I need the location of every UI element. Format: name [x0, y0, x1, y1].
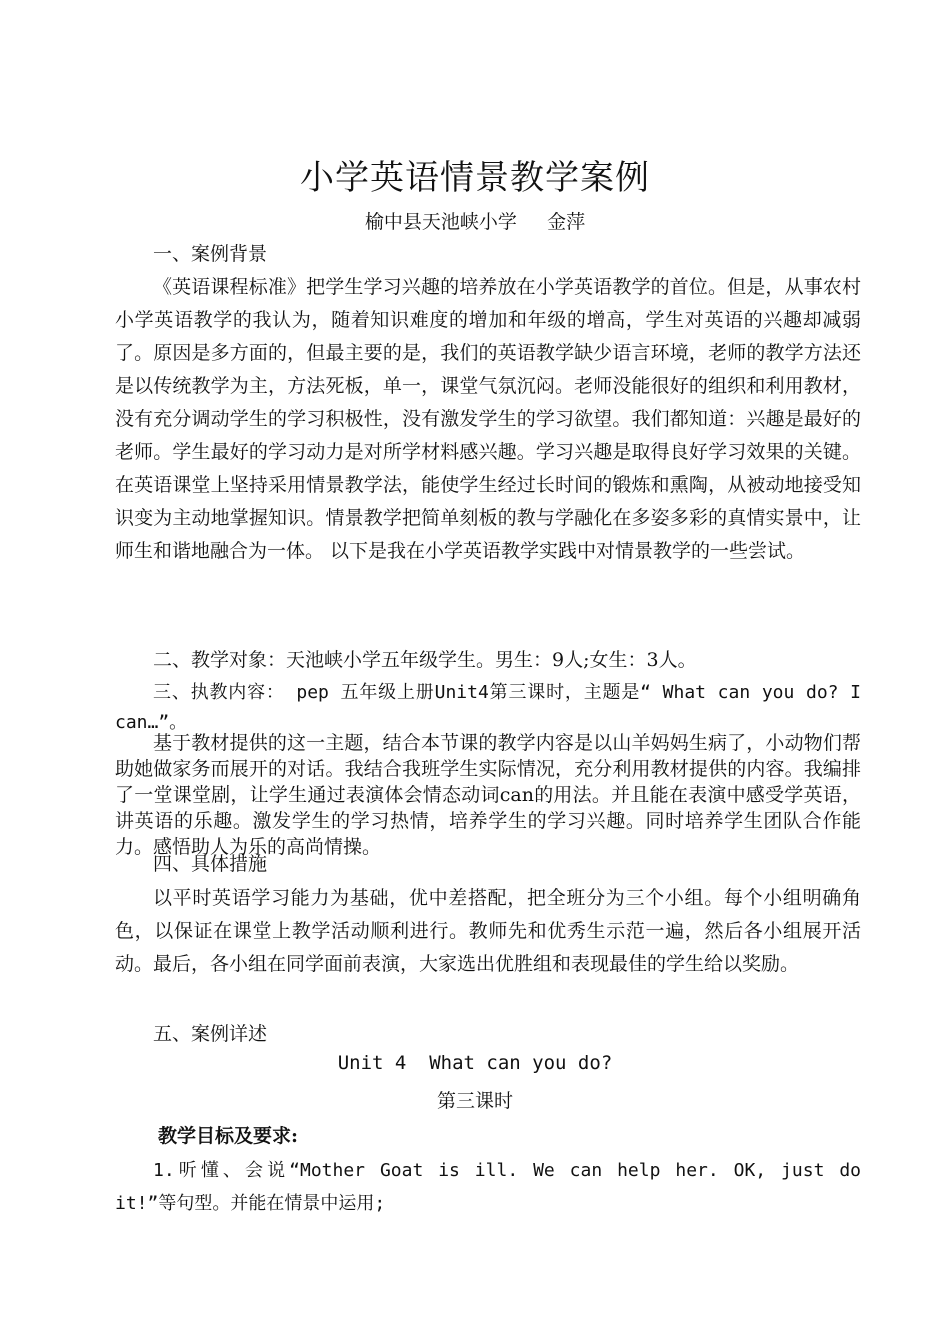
section-heading-case-detail [115, 1018, 861, 1051]
unit-title: Unit 4 What can you do? [337, 1052, 613, 1074]
teaching-target-paragraph: 二、教学对象：天池峡小学五年级学生。男生：9人;女生：3人。 [153, 649, 697, 671]
teaching-content-paragraph: 三、执教内容： pep 五年级上册Unit4第三课时，主题是“ What can you do? I can…”。 [115, 682, 861, 733]
background-paragraph: 《英语课程标准》把学生学习兴趣的培养放在小学英语教学的首位。但是，从事农村小学英语教学的我认为，随着知识难度的增加和年级的增高，学生对英语的兴趣却减弱了。原因是多方面的，但最主要的是，我们的英语教学缺少语言环境，老师的教学方法还是以传统教学为主，方法死板，单一，课堂气氛沉闷。老师没能很好的组织和利用教材，没有充分调动学生的学习积极性，没有激发学生的学习欲望。我们都知道：兴趣是最好的老师。学生最好的学习动力是对所学材料感兴趣。学习兴趣是取得良好学习效果的关键。在英语课堂上坚持采用情景教学法，能使学生经过长时间的锻炼和熏陶，从被动地接受知识变为主动地掌握知识。情景教学把简单刻板的教与学融化在多姿多彩的真情实景中，让师生和谐地融合为一体。 以下是我在小学英语教学实践中对情景教学的一些尝试。 [115, 276, 861, 562]
section-heading-text: 五、案例详述 [153, 1023, 268, 1045]
objectives-heading-text: 教学目标及要求: [158, 1125, 299, 1147]
author-line: 榆中县天池峡小学 金萍 [364, 211, 586, 233]
section-heading-text: 四、具体措施 [153, 853, 268, 875]
section-heading-measures [115, 848, 861, 881]
section-heading-background [115, 238, 861, 271]
lesson-label: 第三课时 [436, 1090, 513, 1112]
objectives-heading [115, 1120, 861, 1153]
section-heading-text: 一、案例背景 [153, 243, 268, 265]
content-detail-paragraph: 基于教材提供的这一主题，结合本节课的教学内容是以山羊妈妈生病了，小动物们帮助她做家务而展开的对话。我结合我班学生实际情况，充分利用教材提供的内容。我编排了一堂课堂剧，让学生通过表演体会情态动词can的用法。并且能在表演中感受学英语，讲英语的乐趣。激发学生的学习热情，培养学生的学习兴趣。同时培养学生团队合作能力。感悟助人为乐的高尚情操。 [115, 732, 861, 858]
objective-item-1: 1.听懂、会说“Mother Goat is ill. We can help her. OK, just do it!”等句型。并能在情景中运用; [115, 1160, 861, 1214]
document-title: 小学英语情景教学案例 [300, 158, 650, 198]
measures-paragraph: 以平时英语学习能力为基础，优中差搭配，把全班分为三个小组。每个小组明确角色，以保证在课堂上教学活动顺利进行。教师先和优秀生示范一遍，然后各小组展开活动。最后，各小组在同学面前表演，大家选出优胜组和表现最佳的学生给以奖励。 [115, 887, 861, 975]
